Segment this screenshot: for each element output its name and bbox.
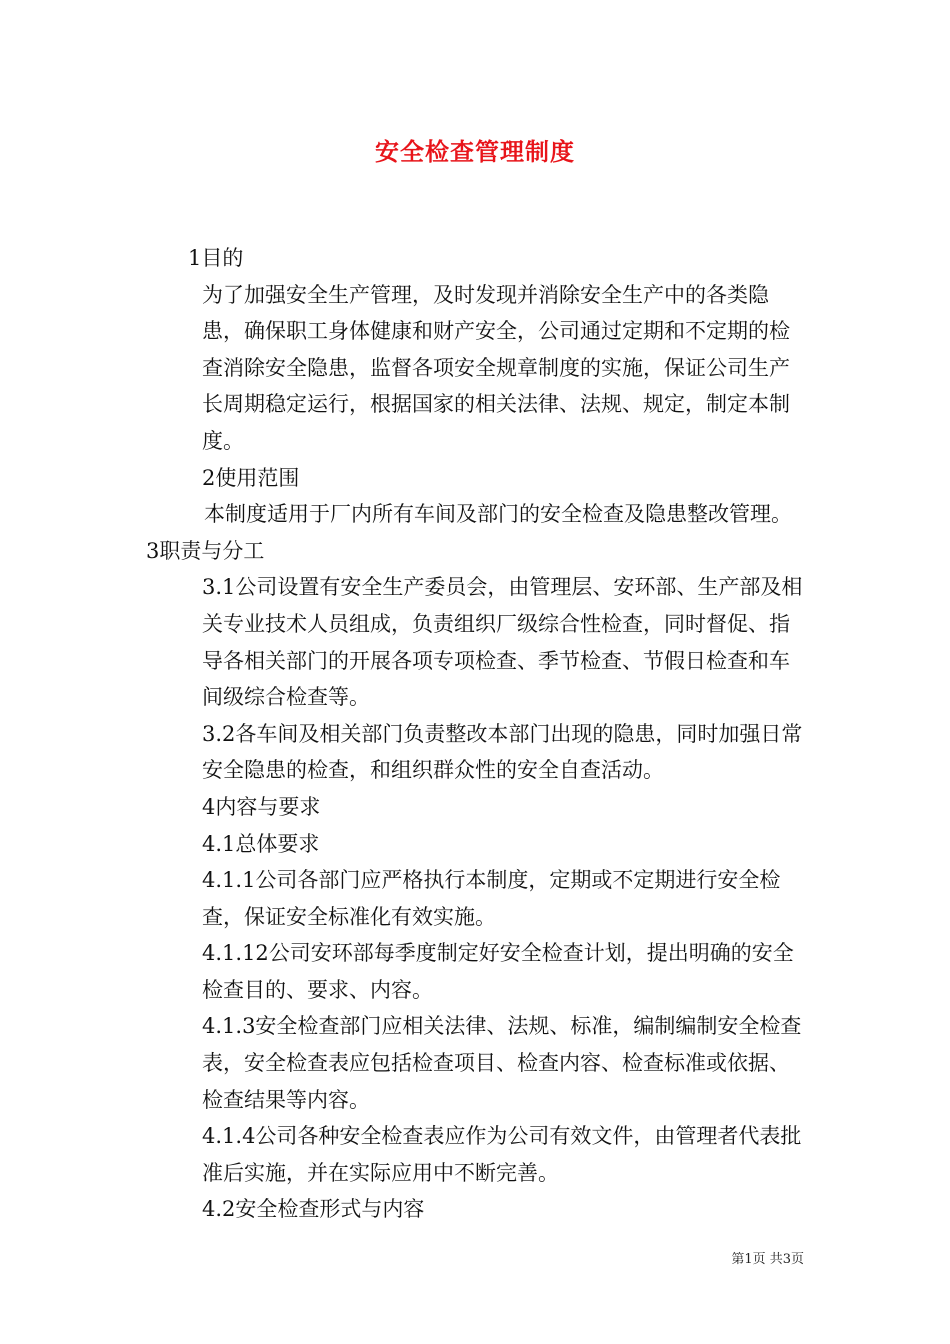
paragraph-4-1-3: 4.1.3安全检查部门应相关法律、法规、标准，编制编制安全检查表，安全检查表应包括检查项目、检查内容、检查标准或依据、检查结果等内容。 — [202, 1014, 802, 1112]
page-number: 第1页 共3页 — [731, 1252, 804, 1267]
paragraph-purpose: 为了加强安全生产管理，及时发现并消除安全生产中的各类隐患，确保职工身体健康和财产安全，公司通过定期和不定期的检查消除安全隐患，监督各项安全规章制度的实施，保证公司生产长周期稳定运行，根据国家的相关法律、法规、规定，制定本制度。 — [202, 282, 790, 453]
heading-scope: 2使用范围 — [202, 465, 300, 490]
document-title: 安全检查管理制度 — [375, 137, 575, 166]
paragraph-3-2: 3.2各车间及相关部门负责整改本部门出现的隐患，同时加强日常安全隐患的检查，和组织群众性的安全自查活动。 — [202, 721, 803, 783]
heading-purpose: 1目的 — [188, 246, 244, 270]
heading-content-requirements: 4内容与要求 — [202, 794, 321, 819]
paragraph-4-1-12: 4.1.12公司安环部每季度制定好安全检查计划，提出明确的安全检查目的、要求、内容。 — [202, 941, 794, 1002]
paragraph-3-1: 3.1公司设置有安全生产委员会，由管理层、安环部、生产部及相关专业技术人员组成，负责组织厂级综合性检查，同时督促、指导各相关部门的开展各项专项检查、季节检查、节假日检查和车间级综合检查等。 — [202, 575, 803, 710]
heading-4-1: 4.1总体要求 — [202, 831, 320, 856]
paragraph-4-1-4: 4.1.4公司各种安全检查表应作为公司有效文件，由管理者代表批准后实施，并在实际应用中不断完善。 — [202, 1124, 802, 1185]
document-body — [146, 240, 810, 1228]
heading-4-2: 4.2安全检查形式与内容 — [202, 1197, 425, 1222]
paragraph-4-1-1: 4.1.1公司各部门应严格执行本制度，定期或不定期进行安全检查，保证安全标准化有效实施。 — [202, 868, 781, 929]
heading-responsibilities: 3职责与分工 — [146, 538, 265, 563]
paragraph-scope: 本制度适用于厂内所有车间及部门的安全检查及隐患整改管理。 — [204, 502, 792, 527]
